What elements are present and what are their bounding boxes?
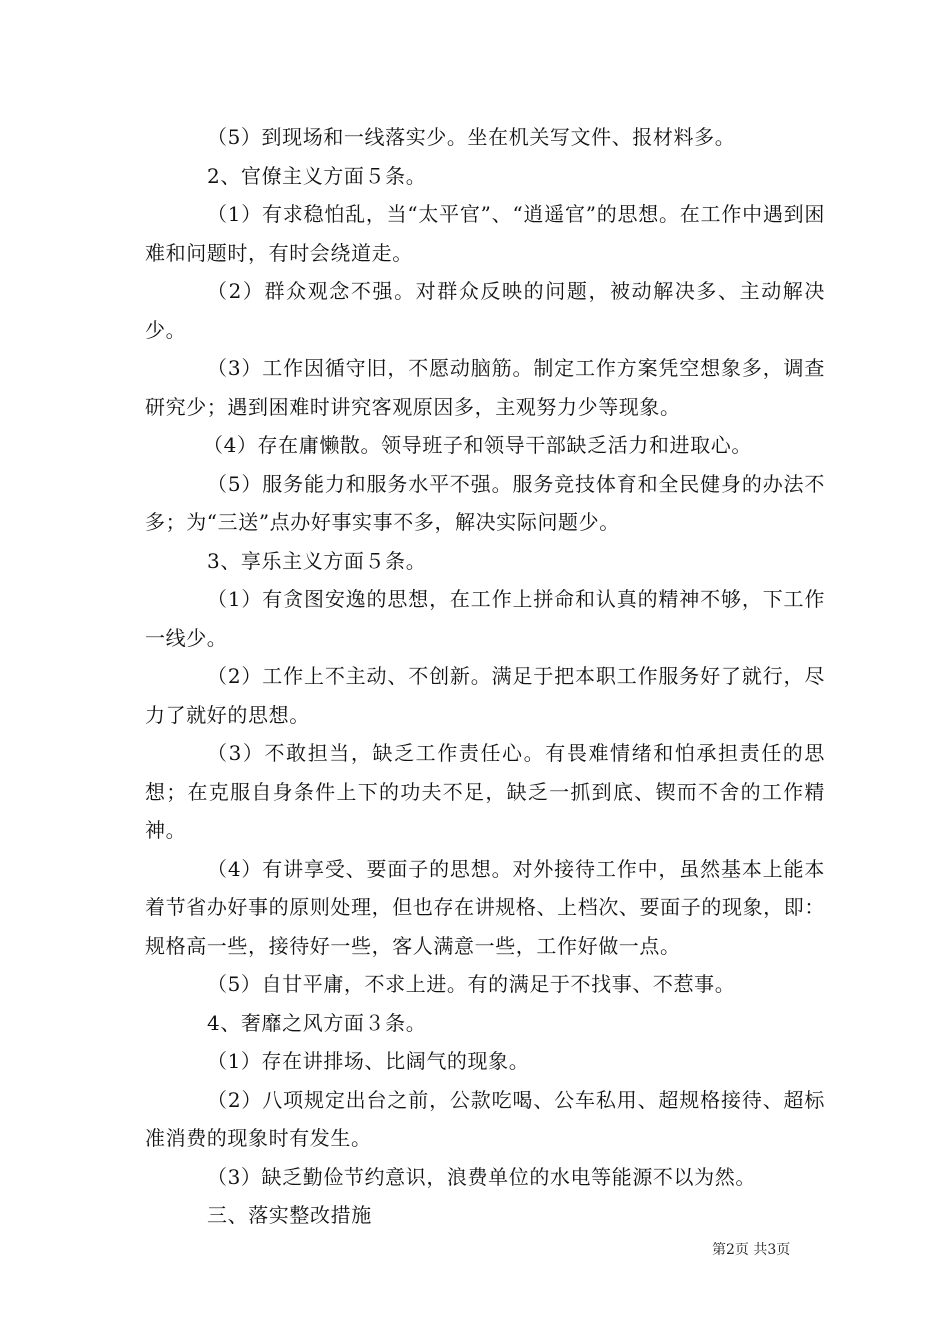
paragraph-item-3: （3）工作因循守旧，不愿动脑筋。制定工作方案凭空想象多，调查研究少；遇到困难时讲究客观原因多，主观努力少等现象。 — [145, 356, 825, 419]
paragraph-item-3: （3）不敢担当，缺乏工作责任心。有畏难情绪和怕承担责任的思想；在克服自身条件上下的功夫不足，缺乏一抓到底、锲而不舍的工作精神。 — [145, 741, 825, 842]
paragraph-item-1: （1）有求稳怕乱，当“太平官”、“逍遥官”的思想。在工作中遇到困难和问题时，有时会绕道走。 — [145, 202, 825, 265]
paragraph-item-5: （5）到现场和一线落实少。坐在机关写文件、报材料多。 — [207, 125, 736, 149]
paragraph-item-2: （2）群众观念不强。对群众反映的问题，被动解决多、主动解决少。 — [145, 279, 825, 342]
section-heading-bureaucratism: 2、官僚主义方面５条。 — [207, 163, 427, 188]
paragraph-item-2: （2）八项规定出台之前，公款吃喝、公车私用、超规格接待、超标准消费的现象时有发生。 — [145, 1087, 825, 1150]
page-number: 第2页 共3页 — [712, 1242, 791, 1258]
paragraph-item-2: （2）工作上不主动、不创新。满足于把本职工作服务好了就行，尽力了就好的思想。 — [145, 664, 825, 727]
paragraph-item-1: （1）有贪图安逸的思想，在工作上拼命和认真的精神不够，下工作一线少。 — [145, 587, 825, 650]
paragraph-item-4: （4）存在庸懒散。领导班子和领导干部缺乏活力和进取心。 — [203, 433, 752, 457]
section-heading-rectification: 三、落实整改措施 — [207, 1203, 372, 1227]
paragraph-item-1: （1）存在讲排场、比阔气的现象。 — [207, 1049, 530, 1073]
section-heading-hedonism: 3、享乐主义方面５条。 — [207, 548, 427, 573]
section-heading-extravagance: 4、奢靡之风方面３条。 — [207, 1010, 427, 1035]
paragraph-item-4: （4）有讲享受、要面子的思想。对外接待工作中，虽然基本上能本着节省办好事的原则处理，但也存在讲规格、上档次、要面子的现象，即：规格高一些，接待好一些，客人满意一些，工作好做一点。 — [145, 856, 825, 958]
paragraph-item-3: （3）缺乏勤俭节约意识，浪费单位的水电等能源不以为然。 — [207, 1164, 756, 1189]
paragraph-item-5: （5）服务能力和服务水平不强。服务竞技体育和全民健身的办法不多；为“三送”点办好事实事不多，解决实际问题少。 — [145, 471, 825, 534]
paragraph-item-5: （5）自甘平庸，不求上进。有的满足于不找事、不惹事。 — [207, 972, 736, 996]
document-body — [145, 118, 825, 1235]
